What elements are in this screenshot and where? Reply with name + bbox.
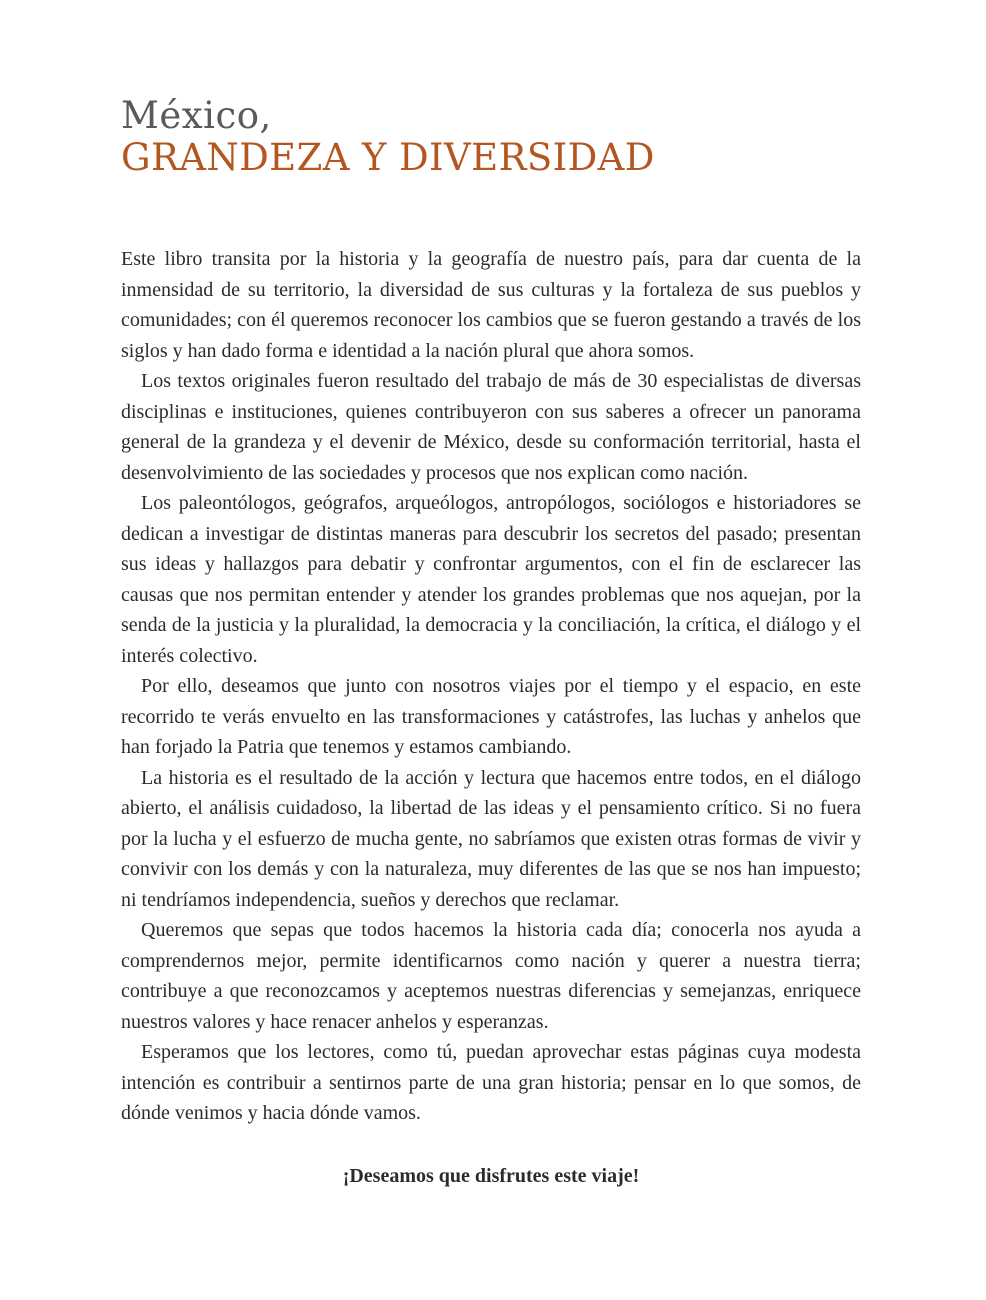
title-line-2: GRANDEZA Y DIVERSIDAD xyxy=(121,136,655,179)
paragraph-2: Los textos originales fueron resultado del trabajo de más de 30 especialistas de diversas disciplinas e instituciones, quienes contribuyeron con sus saberes a ofrecer un panorama general de la grandeza y el devenir de México, desde su conformación territorial, hasta el desenvolvimiento de las sociedades y procesos que nos explican como nación. xyxy=(121,370,861,484)
paragraph-6: Queremos que sepas que todos hacemos la historia cada día; conocerla nos ayuda a comprendernos mejor, permite identificarnos como nación y querer a nuestra tierra; contribuye a que reconozcamos y aceptemos nuestras diferencias y semejanzas, enriquece nuestros valores y hace renacer anhelos y esperanzas. xyxy=(121,919,861,1033)
closing-line: ¡Deseamos que disfrutes este viaje! xyxy=(342,1164,640,1187)
paragraph-4: Por ello, deseamos que junto con nosotros viajes por el tiempo y el espacio, en este recorrido te verás envuelto en las transformaciones y catástrofes, las luchas y anhelos que han forjado la Patria que tenemos y estamos cambiando. xyxy=(121,675,861,758)
paragraph-3: Los paleontólogos, geógrafos, arqueólogos, antropólogos, sociólogos e historiadores se dedican a investigar de distintas maneras para descubrir los secretos del pasado; presentan sus ideas y hallazgos para debatir y confrontar argumentos, con el fin de esclarecer las causas que nos permitan entender y atender los grandes problemas que nos aquejan, por la senda de la justicia y la pluralidad, la democracia y la conciliación, la crítica, el diálogo y el interés colectivo. xyxy=(121,492,861,667)
body-text xyxy=(121,244,861,1129)
paragraph-5: La historia es el resultado de la acción y lectura que hacemos entre todos, en el diálogo abierto, el análisis cuidadoso, la libertad de las ideas y el pensamiento crítico. Si no fuera por la lucha y el esfuerzo de mucha gente, no sabríamos que existen otras formas de vivir y convivir con los demás y con la naturaleza, muy diferentes de las que se nos han impuesto; ni tendríamos independencia, sueños y derechos que reclamar. xyxy=(121,766,861,911)
paragraph-1: Este libro transita por la historia y la geografía de nuestro país, para dar cuenta de la inmensidad de su territorio, la diversidad de sus culturas y la fortaleza de sus pueblos y comunidades; con él queremos reconocer los cambios que se fueron gestando a través de los siglos y han dado forma e identidad a la nación plural que ahora somos. xyxy=(121,248,861,362)
paragraph-7: Esperamos que los lectores, como tú, puedan aprovechar estas páginas cuya modesta intención es contribuir a sentirnos parte de una gran historia; pensar en lo que somos, de dónde venimos y hacia dónde vamos. xyxy=(121,1041,861,1124)
document-page xyxy=(121,96,861,1188)
title-line-1: México, xyxy=(121,94,272,137)
